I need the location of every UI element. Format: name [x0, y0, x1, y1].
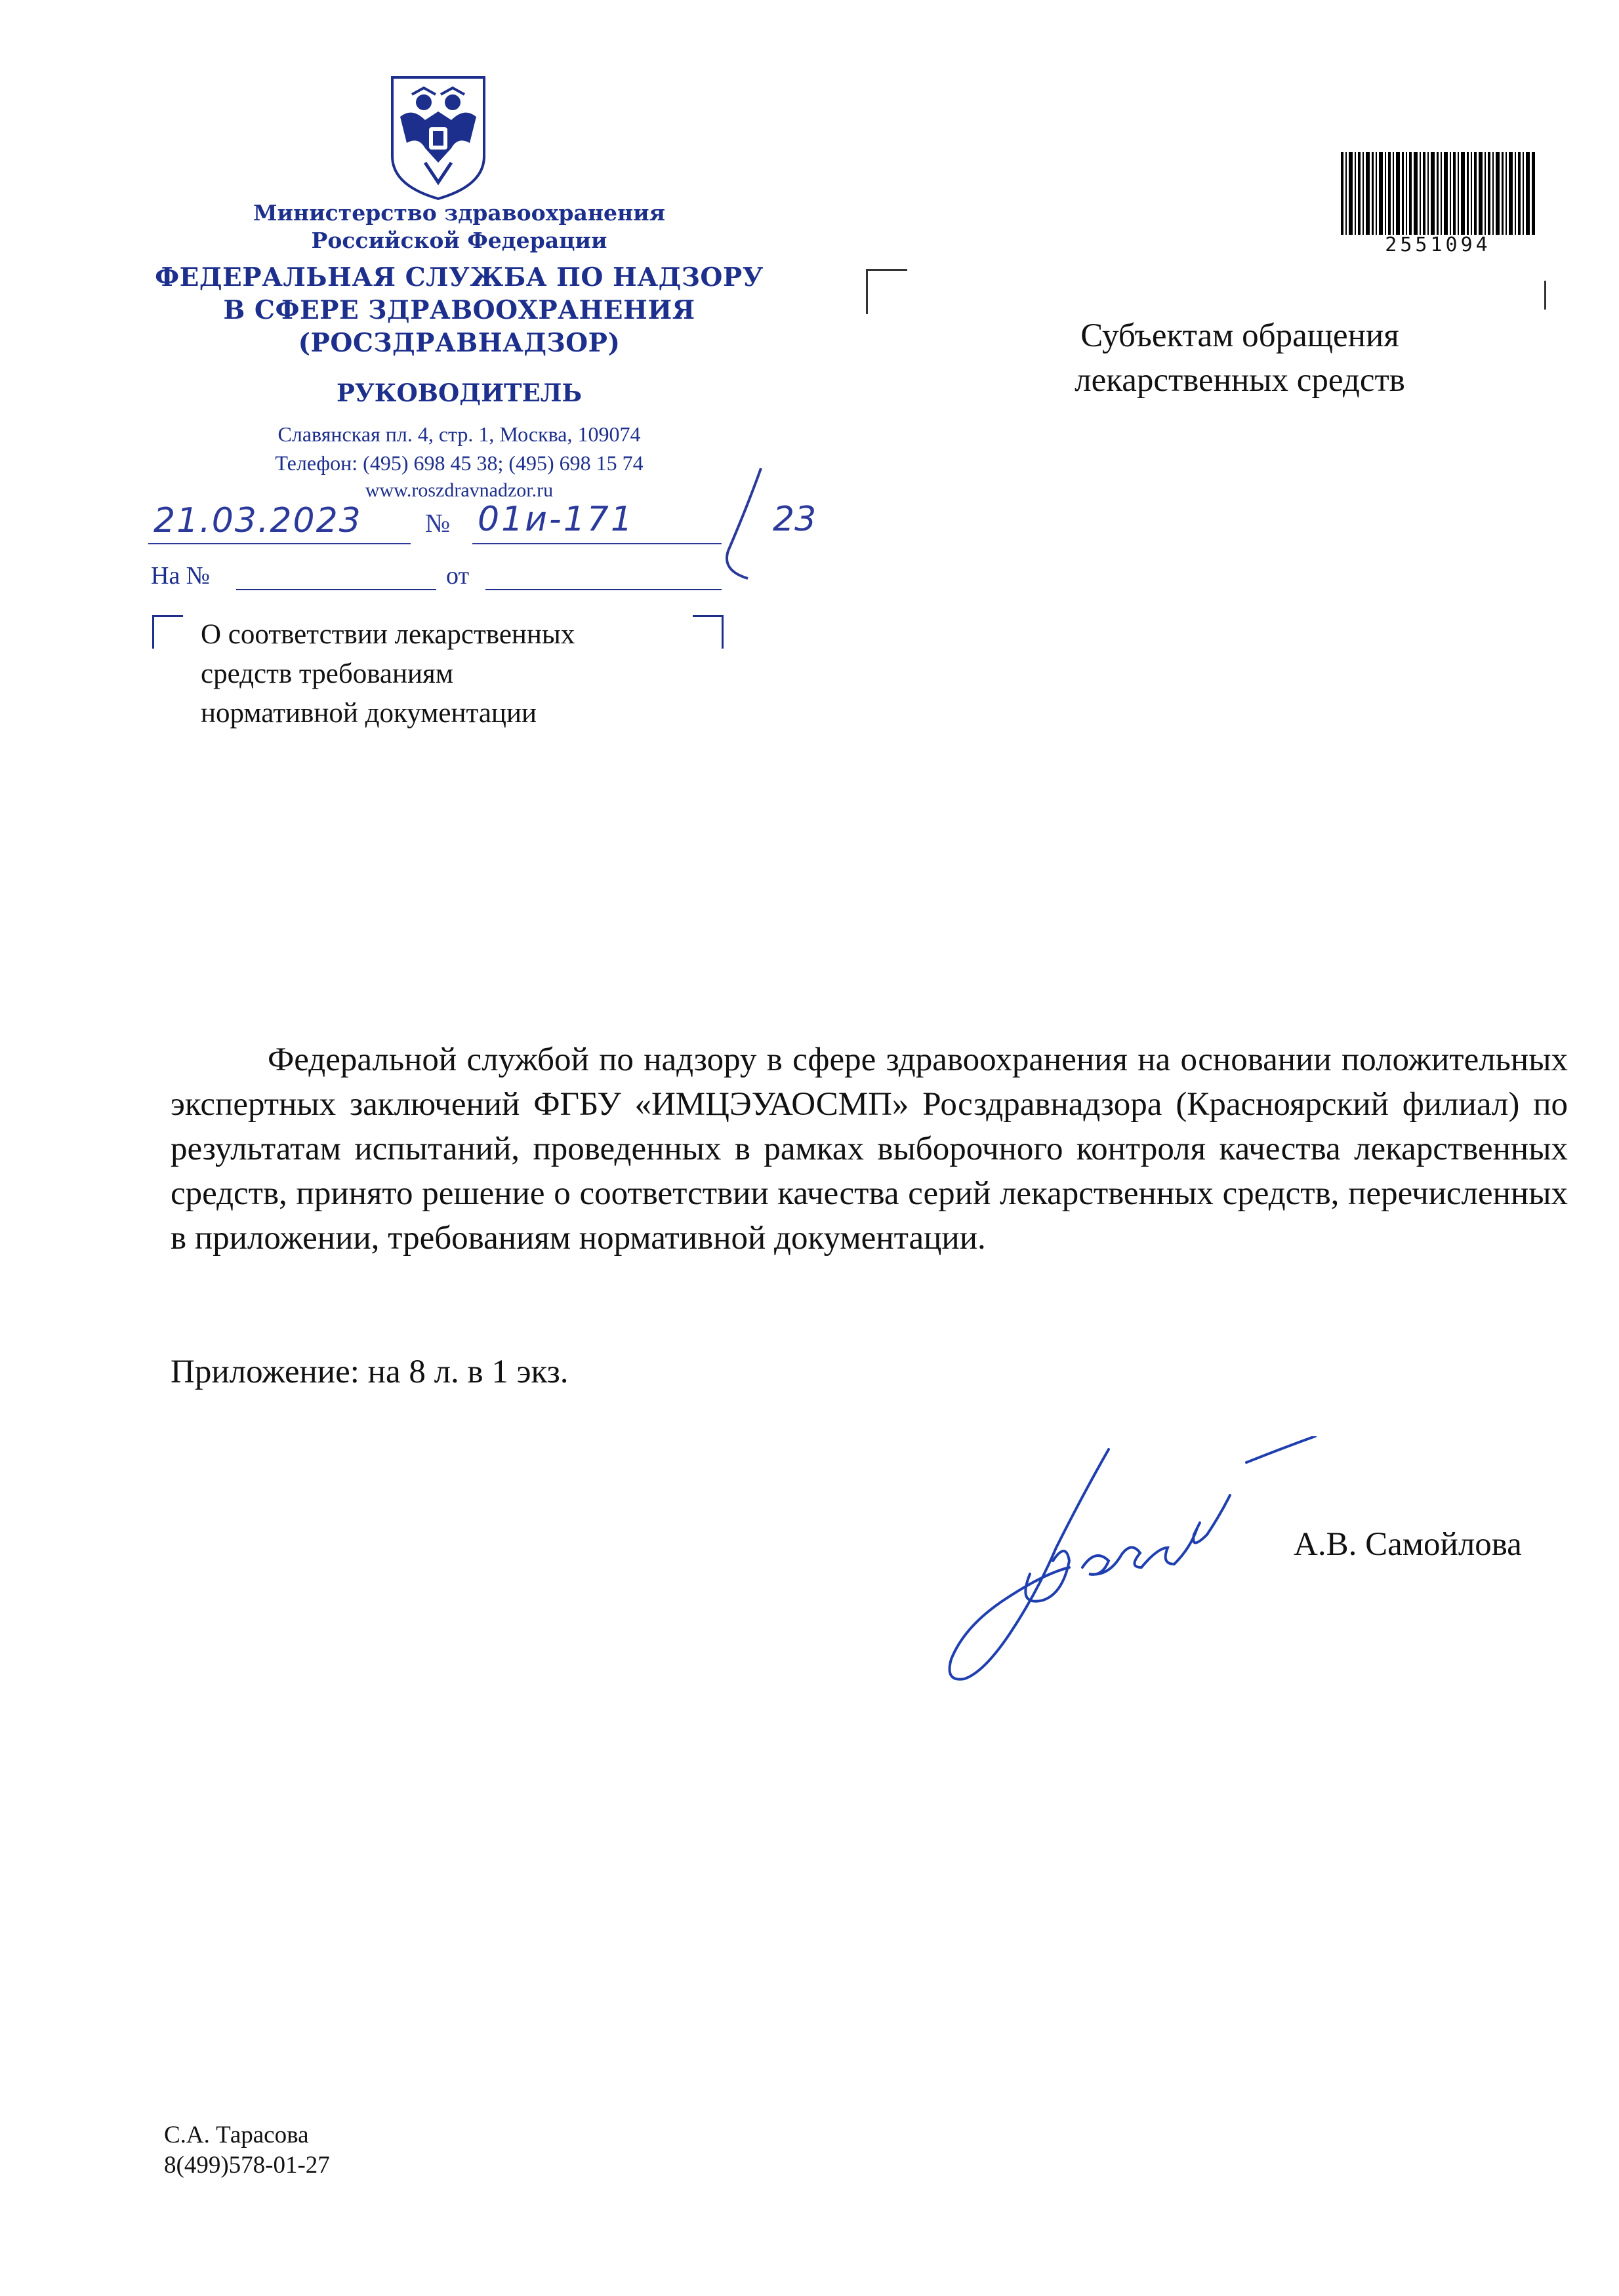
- reference-number-blank: [236, 589, 436, 590]
- executor-phone: 8(499)578-01-27: [164, 2152, 330, 2179]
- letter-subject: [201, 615, 699, 733]
- service-line-3: (РОСЗДРАВНАДЗОР): [298, 328, 621, 358]
- ministry-line-1: Министерство здравоохранения: [253, 200, 665, 226]
- subject-bracket-left: [152, 615, 183, 649]
- service-line-2: В СФЕРЕ ЗДРАВООХРАНЕНИЯ: [223, 295, 695, 325]
- reference-label: На №: [151, 562, 211, 590]
- registration-date: 21.03.2023: [154, 501, 362, 540]
- office-website: www.roszdravnadzor.ru: [365, 479, 554, 501]
- addressee-line-2: лекарственных средств: [1075, 362, 1405, 399]
- addressee-bracket-right: [1544, 281, 1546, 310]
- reference-date-blank: [485, 589, 722, 590]
- attachment-note: Приложение: на 8 л. в 1 экз.: [171, 1354, 569, 1390]
- body-paragraph: Федеральной службой по надзору в сфере здравоохранения на основании положительных экспертных заключений ФГБУ «ИМЦЭУАОСМП» Росздравнадзора (Красноярский филиал) по результатам испытаний, проведенных в рамках выборочного контроля качества лекарственных средств, принято решение о соответствии качества серий лекарственных средств, перечисленных в приложении, требованиям нормативной документации.: [171, 1041, 1568, 1257]
- barcode: [1341, 152, 1535, 235]
- addressee: [971, 313, 1509, 403]
- subject-line-3: нормативной документации: [201, 698, 537, 729]
- barcode-number: 2551094: [1385, 233, 1491, 256]
- service-line-1: ФЕДЕРАЛЬНАЯ СЛУЖБА ПО НАДЗОРУ: [155, 262, 764, 292]
- registration-suffix: 23: [773, 500, 817, 539]
- service-name: [131, 261, 787, 359]
- registration-number: 01и-171: [478, 500, 634, 539]
- office-address: Славянская пл. 4, стр. 1, Москва, 109074: [277, 422, 641, 446]
- addressee-line-1: Субъектам обращения: [1080, 317, 1399, 354]
- addressee-bracket-left: [866, 269, 907, 314]
- position-title: РУКОВОДИТЕЛЬ: [336, 378, 583, 407]
- letter-body: [171, 1037, 1568, 1260]
- subject-line-2: средств требованиям: [201, 658, 454, 689]
- coat-of-arms-icon: [386, 71, 491, 202]
- reference-from-label: от: [446, 562, 470, 590]
- ministry-line-2: Российской Федерации: [311, 228, 607, 253]
- executor-name: С.А. Тарасова: [164, 2122, 309, 2148]
- number-underline: [472, 543, 722, 544]
- handwritten-signature: [932, 1436, 1338, 1692]
- date-underline: [148, 543, 411, 544]
- office-phone: Телефон: (495) 698 45 38; (495) 698 15 74: [275, 451, 644, 475]
- subject-line-1: О соответствии лекарственных: [201, 619, 575, 650]
- ministry-name: [131, 199, 787, 254]
- signer-name: А.В. Самойлова: [1294, 1526, 1522, 1563]
- number-sign: №: [425, 508, 451, 538]
